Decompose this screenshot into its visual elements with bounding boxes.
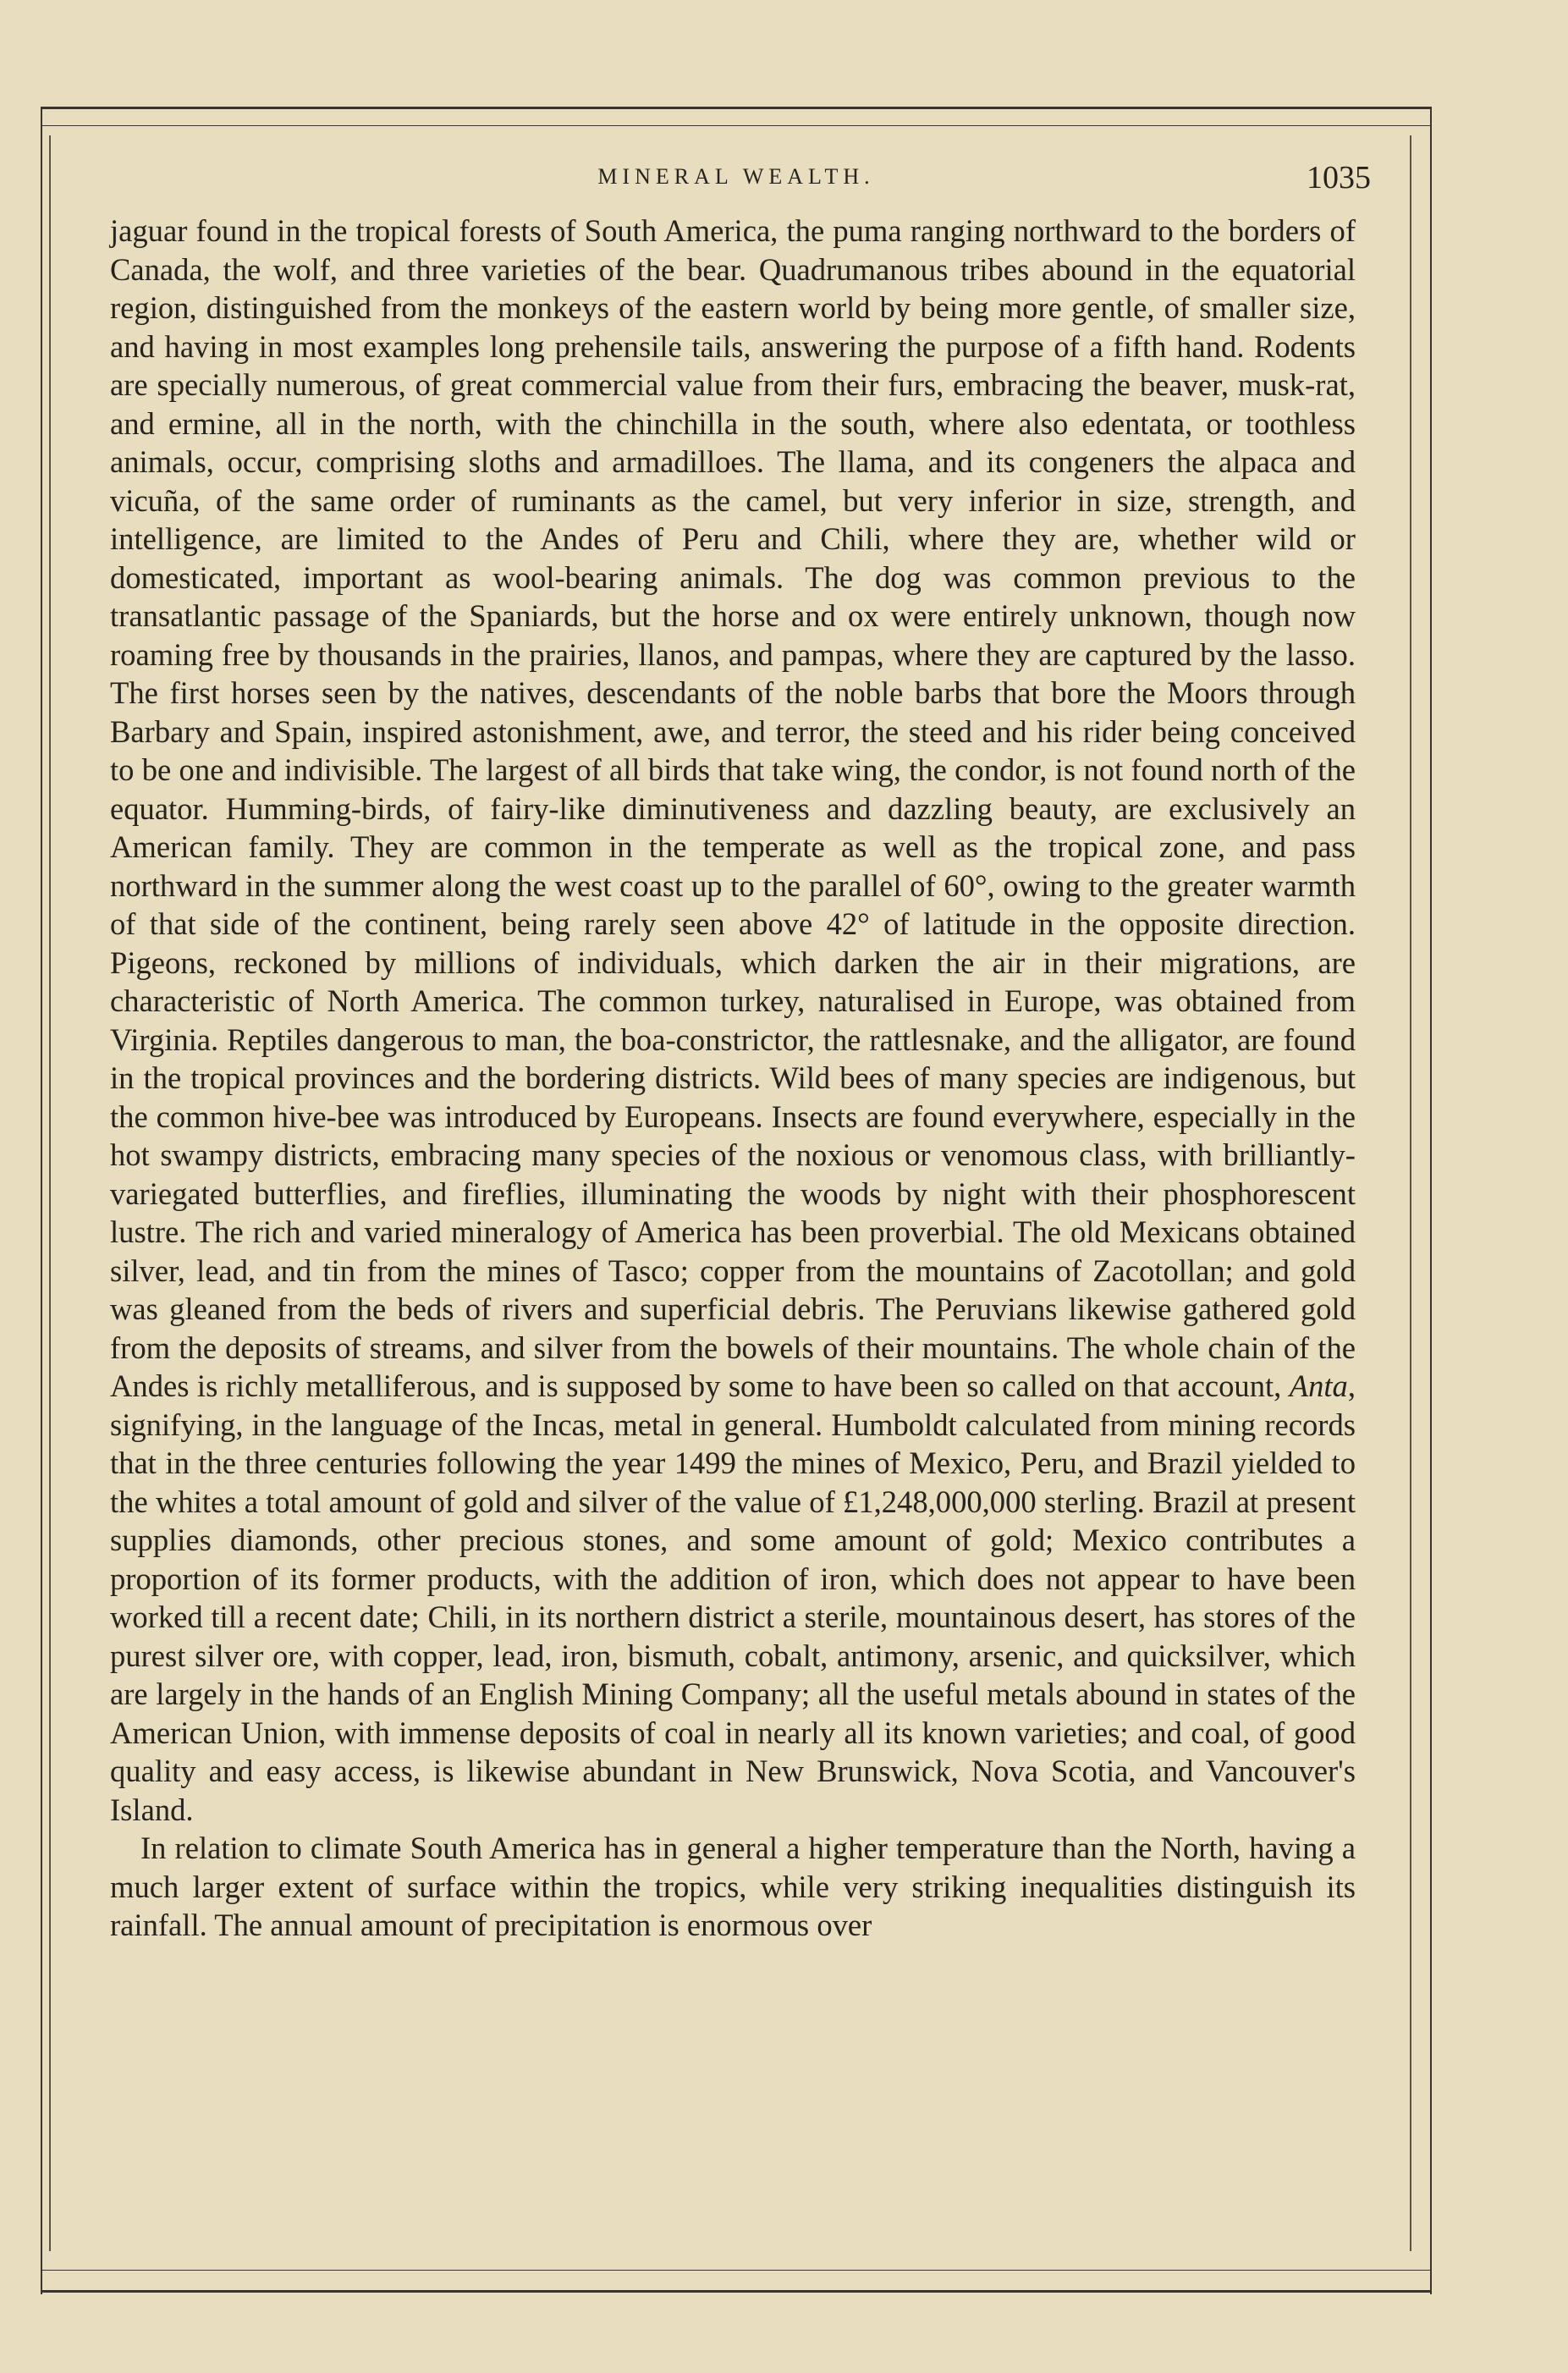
page-header	[102, 159, 1371, 210]
top-rule-thin	[41, 125, 1430, 126]
paragraph-2: In relation to climate South America has in general a higher temperature than the North, having a much larger extent of surface within the tropics, while very striking inequalities distinguish its rainfall. The annual amount of precipitation is enormous over	[110, 1831, 1356, 1942]
bottom-rule	[41, 2290, 1430, 2293]
page-number: 1035	[1307, 160, 1371, 195]
italic-term-anta: Anta	[1289, 1368, 1348, 1403]
paragraph-1-part-b: , signifying, in the language of the Incas, metal in general. Humboldt calculated from mining records that in the three centuries following the year 1499 the mines of Mexico, Peru, and Brazil yielded to the whites a total amount of gold and silver of the value of £1,248,000,000 sterling. Brazil at present supplies diamonds, other precious stones, and some amount of gold; Mexico contributes a proportion of its former products, with the addition of iron, which does not appear to have been worked till a recent date; Chili, in its northern district a sterile, mountainous desert, has stores of the purest silver ore, with copper, lead, iron, bismuth, cobalt, antimony, arsenic, and quicksilver, which are largely in the hands of an English Mining Company; all the useful metals abound in states of the American Union, with immense deposits of coal in nearly all its known varieties; and coal, of good quality and easy access, is likewise abundant in New Brunswick, Nova Scotia, and Vancouver's Island.	[110, 1368, 1356, 1827]
body-text	[110, 212, 1356, 1945]
paragraph-1-part-a: jaguar found in the tropical forests of South America, the puma ranging northward to the borders of Canada, the wolf, and three varieties of the bear. Quadrumanous tribes abound in the equatorial region, distinguished from the monkeys of the eastern world by being more gentle, of smaller size, and having in most examples long prehensile tails, answering the purpose of a fifth hand. Rodents are specially numerous, of great commercial value from their furs, embracing the beaver, musk-rat, and ermine, all in the north, with the chinchilla in the south, where also edentata, or toothless animals, occur, comprising sloths and armadilloes. The llama, and its congeners the alpaca and vicuña, of the same order of ruminants as the camel, but very inferior in size, strength, and intelligence, are limited to the Andes of Peru and Chili, where they are, whether wild or domesticated, important as wool-bearing animals. The dog was common previous to the transatlantic passage of the Spaniards, but the horse and ox were entirely unknown, though now roaming free by thousands in the prairies, llanos, and pampas, where they are captured by the lasso. The first horses seen by the natives, descendants of the noble barbs that bore the Moors through Barbary and Spain, inspired astonishment, awe, and terror, the steed and his rider being conceived to be one and indivisible. The largest of all birds that take wing, the condor, is not found north of the equator. Humming-birds, of fairy-like diminutiveness and dazzling beauty, are exclusively an American family. They are common in the temperate as well as the tropical zone, and pass northward in the summer along the west coast up to the parallel of 60°, owing to the greater warmth of that side of the continent, being rarely seen above 42° of latitude in the opposite direction. Pigeons, reckoned by millions of individuals, which darken the air in their migrations, are characteristic of North America. The common turkey, naturalised in Europe, was obtained from Virginia. Reptiles dangerous to man, the boa-constrictor, the rattlesnake, and the alligator, are found in the tropical provinces and the bordering districts. Wild bees of many species are indigenous, but the common hive-bee was introduced by Europeans. Insects are found everywhere, especially in the hot swampy districts, embracing many species of the noxious or venomous class, with brilliantly-variegated butterflies, and fireflies, illuminating the woods by night with their phosphorescent lustre. The rich and varied mineralogy of America has been proverbial. The old Mexicans obtained silver, lead, and tin from the mines of Tasco; copper from the mountains of Zacotollan; and gold was gleaned from the beds of rivers and superficial debris. The Peruvians likewise gathered gold from the deposits of streams, and silver from the bowels of their mountains. The whole chain of the Andes is richly metalliferous, and is supposed by some to have been so called on that account,	[110, 213, 1356, 1403]
inner-left-rule	[49, 135, 51, 2251]
bottom-rule-thin	[41, 2270, 1430, 2271]
running-head: MINERAL WEALTH.	[597, 164, 875, 189]
paragraph-1	[110, 212, 1356, 1829]
inner-right-rule	[1410, 135, 1411, 2251]
top-rule	[41, 107, 1430, 109]
